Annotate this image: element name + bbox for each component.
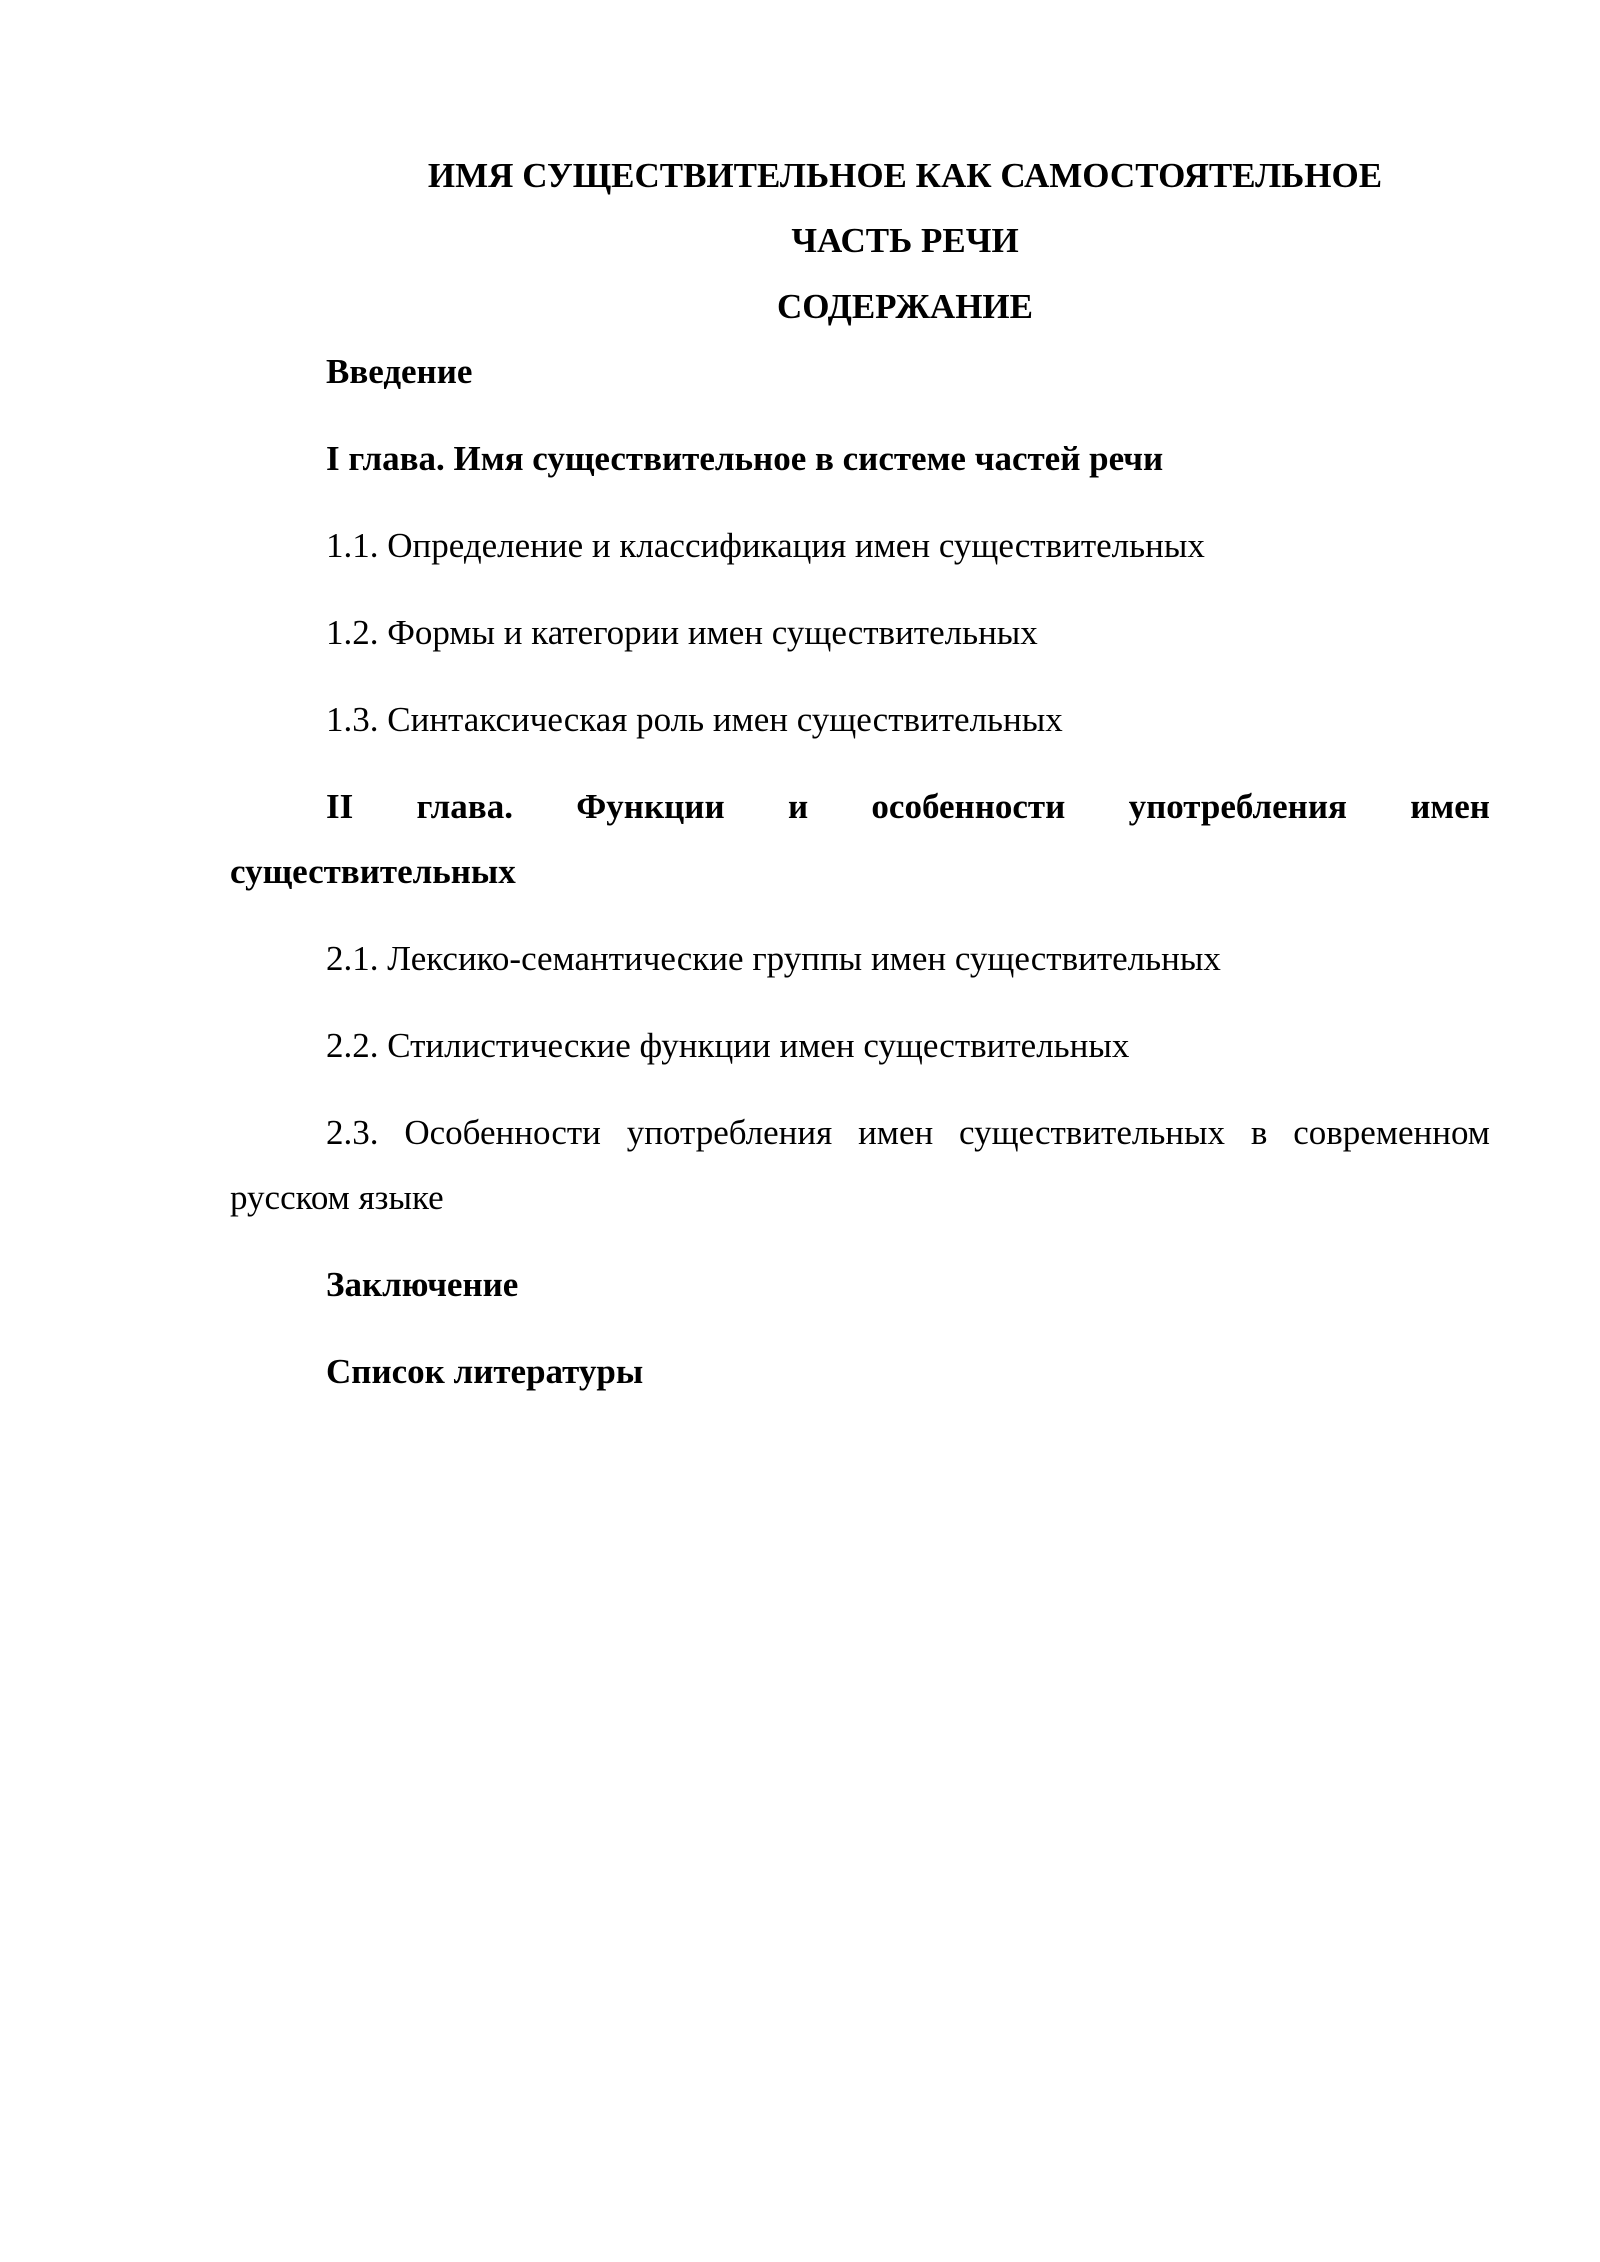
toc-chapter-1: I глава. Имя существительное в системе частей речи [326,439,1164,478]
toc-chapter-2-word: и [787,787,809,826]
toc-section-2-3-line-2: русском языке [230,1178,444,1217]
toc-introduction: Введение [326,352,473,391]
toc-section-2-3-word: в [1250,1113,1268,1152]
toc-section-2-3-word: 2.3. [326,1113,379,1152]
toc-chapter-2-word: имен [1410,787,1490,826]
document-title-line-1: ИМЯ СУЩЕСТВИТЕЛЬНОЕ КАК САМОСТОЯТЕЛЬНОЕ [427,156,1383,195]
toc-chapter-2-line-2: существительных [230,852,516,891]
toc-bibliography: Список литературы [326,1352,644,1391]
toc-section-1-3: 1.3. Синтаксическая роль имен существительных [326,700,1063,739]
toc-section-2-3-word: Особенности [404,1113,601,1152]
toc-chapter-2-word: особенности [871,787,1066,826]
toc-conclusion: Заключение [326,1265,519,1304]
document-title-line-2: ЧАСТЬ РЕЧИ [791,221,1019,260]
toc-section-2-1: 2.1. Лексико-семантические группы имен существительных [326,939,1221,978]
contents-heading: СОДЕРЖАНИЕ [776,287,1033,326]
toc-section-2-3-word: употребления [626,1113,833,1152]
toc-chapter-2-line-1 [326,789,1490,824]
toc-section-1-1: 1.1. Определение и классификация имен существительных [326,526,1205,565]
toc-section-2-3-word: имен [858,1113,934,1152]
toc-section-2-2: 2.2. Стилистические функции имен существительных [326,1026,1130,1065]
toc-chapter-2-word: II [326,787,354,826]
toc-section-2-3-word: существительных [959,1113,1226,1152]
toc-section-2-3-line-1 [326,1115,1490,1150]
toc-chapter-2-word: глава. [416,787,513,826]
toc-section-1-2: 1.2. Формы и категории имен существительных [326,613,1038,652]
toc-chapter-2-word: употребления [1128,787,1347,826]
toc-section-2-3-word: современном [1293,1113,1490,1152]
toc-chapter-2-word: Функции [576,787,725,826]
